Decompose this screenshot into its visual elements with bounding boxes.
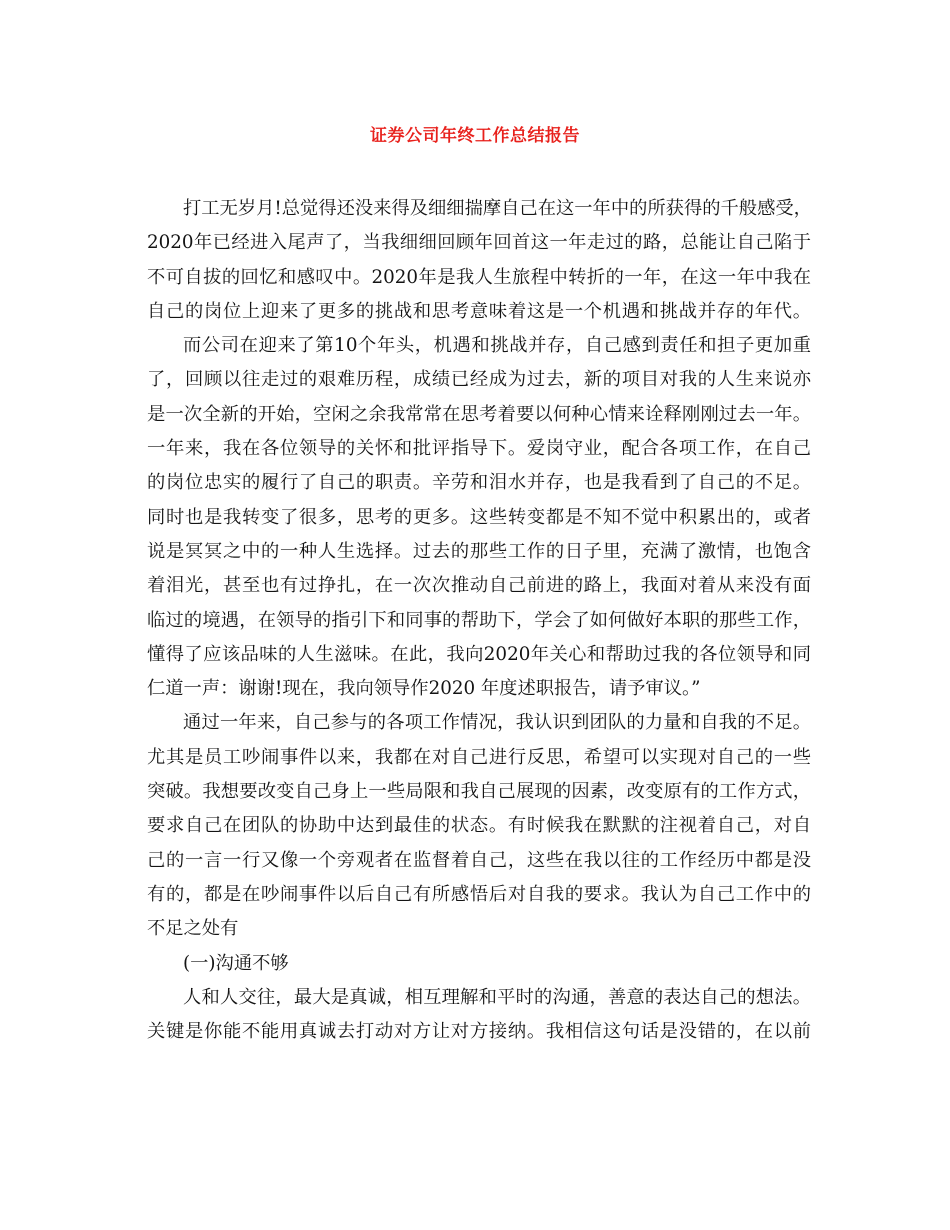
paragraph-line: 是一次全新的开始，空闲之余我常常在思考着要以何种心情来诠释刚刚过去一年。 [147,403,811,425]
paragraph-line: 己的一言一行又像一个旁观者在监督着自己，这些在我以往的工作经历中都是没 [147,849,811,871]
paragraph-line: 临过的境遇，在领导的指引下和同事的帮助下，学会了如何做好本职的那些工作， [147,609,811,631]
paragraph-line: 懂得了应该品味的人生滋味。在此，我向2020年关心和帮助过我的各位领导和同 [147,643,811,665]
paragraph-line: 打工无岁月!总觉得还没来得及细细揣摩自己在这一年中的所获得的千般感受， [183,198,812,219]
paragraph-line: 突破。我想要改变自己身上一些局限和我自己展现的因素，改变原有的工作方式， [147,781,811,803]
document-title: 证券公司年终工作总结报告 [370,126,580,146]
paragraph-line: 说是冥冥之中的一种人生选择。过去的那些工作的日子里，充满了激情，也饱含 [147,540,811,562]
paragraph-line: 了，回顾以往走过的艰难历程，成绩已经成为过去，新的项目对我的人生来说亦 [147,369,811,391]
section-heading: (一)沟通不够 [183,952,289,974]
paragraph-line: 2020年已经进入尾声了，当我细细回顾年回首这一年走过的路，总能让自己陷于 [147,232,811,254]
paragraph-line: 一年来，我在各位领导的关怀和批评指导下。爱岗守业，配合各项工作，在自己 [147,438,811,460]
paragraph-line: 着泪光，甚至也有过挣扎，在一次次推动自己前进的路上，我面对着从来没有面 [147,575,811,597]
paragraph-line: 不足之处有 [147,918,239,940]
paragraph-line: 仁道一声：谢谢!现在，我向领导作2020 年度述职报告，请予审议。” [147,678,701,700]
document-body [147,192,811,1049]
paragraph-line: 人和人交往，最大是真诚，相互理解和平时的沟通，善意的表达自己的想法。 [183,986,811,1008]
paragraph-line: 要求自己在团队的协助中达到最佳的状态。有时候我在默默的注视着自己，对自 [147,815,811,837]
paragraph-line: 不可自拔的回忆和感叹中。2020年是我人生旅程中转折的一年，在这一年中我在 [147,266,811,288]
paragraph-line: 的岗位忠实的履行了自己的职责。辛劳和泪水并存，也是我看到了自己的不足。 [147,472,811,494]
paragraph-line: 有的，都是在吵闹事件以后自己有所感悟后对自我的要求。我认为自己工作中的 [147,883,811,905]
paragraph-line: 同时也是我转变了很多，思考的更多。这些转变都是不知不觉中积累出的，或者 [147,506,811,528]
paragraph-line: 通过一年来，自己参与的各项工作情况，我认识到团队的力量和自我的不足。 [183,712,811,734]
paragraph-line: 而公司在迎来了第10个年头，机遇和挑战并存，自己感到责任和担子更加重 [183,335,811,357]
paragraph-line: 尤其是员工吵闹事件以来，我都在对自己进行反思，希望可以实现对自己的一些 [147,746,811,768]
paragraph-line: 关键是你能不能用真诚去打动对方让对方接纳。我相信这句话是没错的，在以前 [147,1021,811,1043]
paragraph-line: 自己的岗位上迎来了更多的挑战和思考意味着这是一个机遇和挑战并存的年代。 [147,300,811,322]
